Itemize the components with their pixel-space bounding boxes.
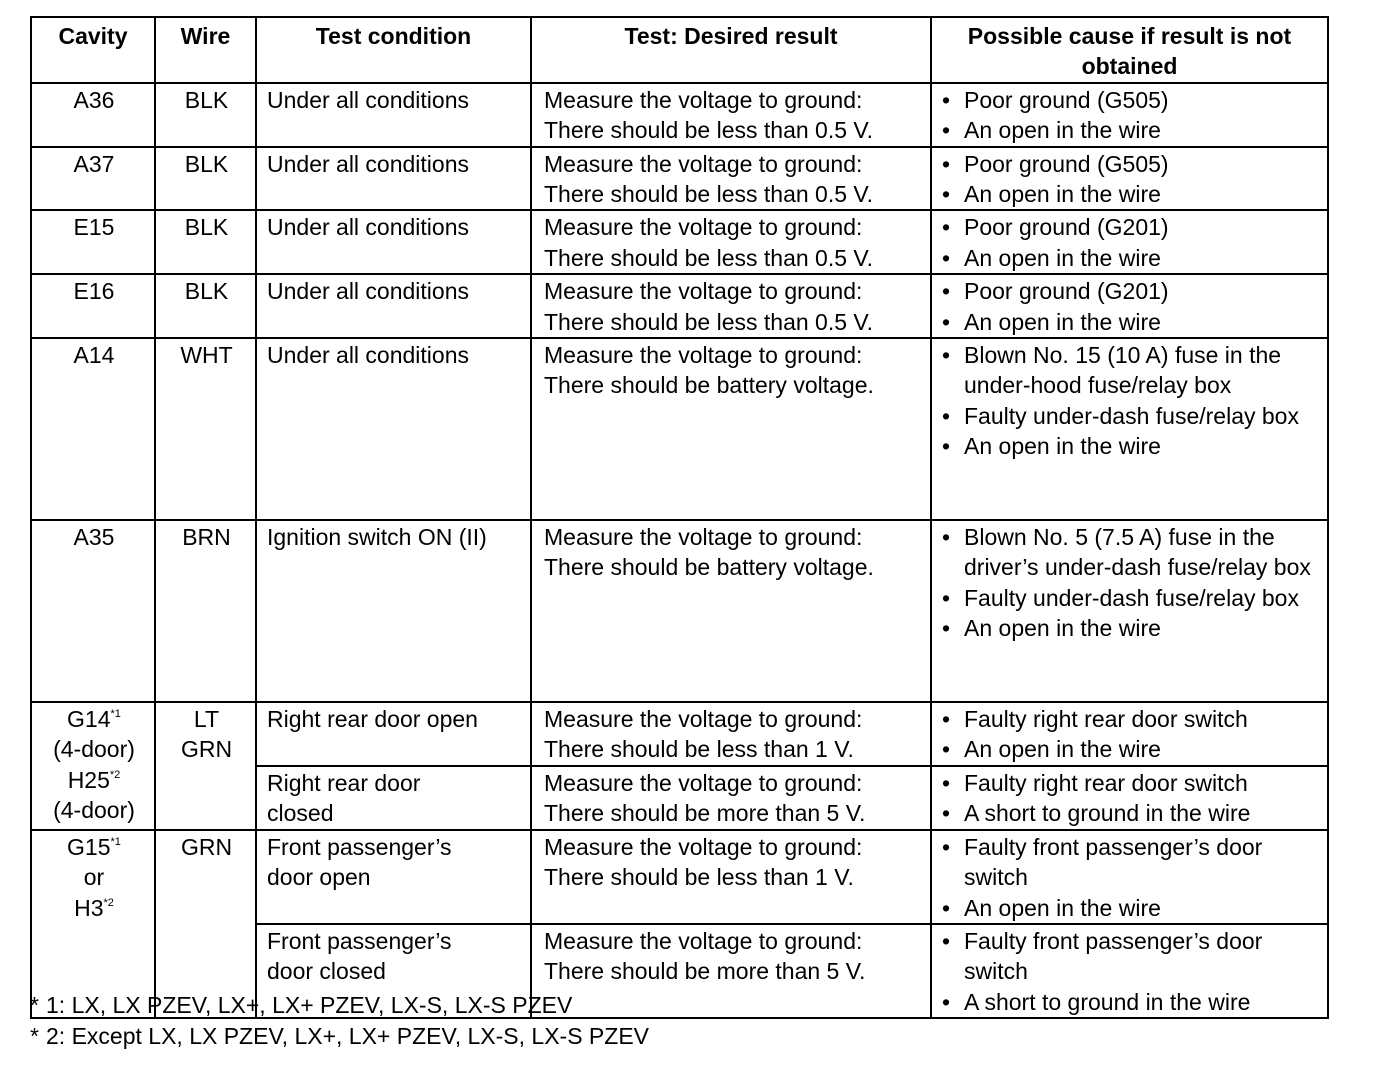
cause-item <box>940 832 1321 893</box>
cavity-cell <box>31 702 155 830</box>
condition-cell: Under all conditions <box>256 83 531 147</box>
cause-cell <box>931 210 1328 274</box>
cause-item <box>940 340 1321 401</box>
connector-test-table <box>30 16 1329 1019</box>
cause-item <box>940 307 1321 337</box>
result-line: There should be less than 0.5 V. <box>544 308 874 335</box>
cause-item <box>940 115 1321 145</box>
bullet-icon: • <box>942 769 951 796</box>
result-line: There should be battery voltage. <box>544 372 874 399</box>
condition-cell: Front passenger’s door closed <box>256 924 531 1018</box>
footnote-mark: *1 <box>110 708 121 721</box>
cavity-code: G14 <box>67 706 111 733</box>
bullet-icon: • <box>942 706 951 733</box>
footnote-mark: *2 <box>103 896 114 909</box>
result-line: There should be battery voltage. <box>544 554 874 581</box>
table-row <box>31 338 1328 520</box>
footnote-mark: *1 <box>110 835 121 848</box>
result-cell <box>531 147 931 211</box>
footnotes <box>30 990 649 1052</box>
cause-text: An open in the wire <box>964 894 1161 921</box>
cause-item <box>940 704 1321 734</box>
bullet-icon: • <box>942 894 951 921</box>
header-desired-result: Test: Desired result <box>531 17 931 83</box>
cavity-note: (4-door) <box>53 797 135 824</box>
cavity-code: G15 <box>67 833 111 860</box>
result-line: There should be more than 5 V. <box>544 958 866 985</box>
cavity-cell: A36 <box>31 83 155 147</box>
bullet-icon: • <box>942 244 951 271</box>
result-line: There should be more than 5 V. <box>544 800 866 827</box>
cause-text: An open in the wire <box>964 244 1161 271</box>
table-row <box>31 83 1328 147</box>
cause-item <box>940 149 1321 179</box>
cause-item <box>940 926 1321 987</box>
wire-line: LT <box>193 706 220 733</box>
cause-text: Faulty right rear door switch <box>964 706 1248 733</box>
bullet-icon: • <box>942 278 951 305</box>
result-line: Measure the voltage to ground: <box>544 150 863 177</box>
cause-text: An open in the wire <box>964 736 1161 763</box>
cause-text: Poor ground (G505) <box>964 86 1169 113</box>
asterisk-mark: * <box>30 1023 39 1049</box>
cause-text: A short to ground in the wire <box>964 800 1251 827</box>
table-row <box>31 520 1328 702</box>
condition-cell: Under all conditions <box>256 338 531 520</box>
cause-cell <box>931 520 1328 702</box>
wire-cell: GRN <box>155 830 256 1018</box>
cause-text: An open in the wire <box>964 615 1161 642</box>
result-cell <box>531 766 931 830</box>
bullet-icon: • <box>942 214 951 241</box>
cause-cell <box>931 338 1328 520</box>
cause-text: Blown No. 15 (10 A) fuse in the under-hood fuse/relay box <box>964 342 1282 399</box>
result-line: Measure the voltage to ground: <box>544 927 863 954</box>
cause-text: Poor ground (G505) <box>964 150 1169 177</box>
result-line: Measure the voltage to ground: <box>544 342 863 369</box>
cause-item <box>940 613 1321 643</box>
cause-item <box>940 583 1321 613</box>
header-row <box>31 17 1328 83</box>
cause-item <box>940 893 1321 923</box>
cavity-cell: A37 <box>31 147 155 211</box>
cavity-cell: E15 <box>31 210 155 274</box>
cause-item <box>940 85 1321 115</box>
bullet-icon: • <box>942 402 951 429</box>
table-row <box>31 830 1328 924</box>
bullet-icon: • <box>942 584 951 611</box>
cause-item <box>940 522 1321 583</box>
cause-cell <box>931 83 1328 147</box>
cavity-note: or <box>83 864 105 891</box>
cause-item <box>940 401 1321 431</box>
result-cell <box>531 520 931 702</box>
footnote <box>30 1021 649 1052</box>
result-cell <box>531 702 931 766</box>
table-row <box>31 702 1328 766</box>
table-row <box>31 147 1328 211</box>
cause-item <box>940 798 1321 828</box>
table-row <box>31 210 1328 274</box>
cause-text: Faulty front passenger’s door switch <box>964 833 1263 891</box>
result-line: There should be less than 0.5 V. <box>544 244 874 271</box>
cause-text: Faulty under-dash fuse/relay box <box>964 402 1299 429</box>
cause-text: An open in the wire <box>964 308 1161 335</box>
bullet-icon: • <box>942 736 951 763</box>
cause-text: Faulty front passenger’s door switch <box>964 927 1263 985</box>
cause-text: Poor ground (G201) <box>964 214 1169 241</box>
bullet-icon: • <box>942 181 951 208</box>
wire-cell: BRN <box>155 520 256 702</box>
cavity-cell: A35 <box>31 520 155 702</box>
header-possible-cause: Possible cause if result is not obtained <box>931 17 1328 83</box>
condition-cell: Right rear door open <box>256 702 531 766</box>
bullet-icon: • <box>942 86 951 113</box>
cause-item <box>940 276 1321 306</box>
cavity-code: H25 <box>67 766 110 793</box>
cause-item <box>940 734 1321 764</box>
result-line: There should be less than 0.5 V. <box>544 181 874 208</box>
result-line: Measure the voltage to ground: <box>544 706 863 733</box>
wire-cell: BLK <box>155 83 256 147</box>
cavity-code: H3 <box>74 894 104 921</box>
footnote-text: 1: LX, LX PZEV, LX+, LX+ PZEV, LX-S, LX-S PZEV <box>46 992 573 1018</box>
cause-text: An open in the wire <box>964 433 1161 460</box>
result-line: There should be less than 1 V. <box>544 736 854 763</box>
header-test-condition: Test condition <box>256 17 531 83</box>
condition-cell: Under all conditions <box>256 147 531 211</box>
result-line: Measure the voltage to ground: <box>544 833 863 860</box>
cause-item <box>940 179 1321 209</box>
cause-text: An open in the wire <box>964 181 1161 208</box>
cause-cell <box>931 766 1328 830</box>
result-line: There should be less than 1 V. <box>544 864 854 891</box>
bullet-icon: • <box>942 150 951 177</box>
result-line: There should be less than 0.5 V. <box>544 117 874 144</box>
result-line: Measure the voltage to ground: <box>544 214 863 241</box>
condition-cell: Ignition switch ON (II) <box>256 520 531 702</box>
bullet-icon: • <box>942 433 951 460</box>
cause-text: Faulty right rear door switch <box>964 769 1248 796</box>
cause-item <box>940 212 1321 242</box>
condition-cell: Front passenger’s door open <box>256 830 531 924</box>
result-line: Measure the voltage to ground: <box>544 278 863 305</box>
bullet-icon: • <box>942 308 951 335</box>
wire-cell: WHT <box>155 338 256 520</box>
wire-cell: BLK <box>155 274 256 338</box>
cavity-note: (4-door) <box>53 736 135 763</box>
result-line: Measure the voltage to ground: <box>544 769 863 796</box>
bullet-icon: • <box>942 117 951 144</box>
cause-cell <box>931 924 1328 1018</box>
cause-item <box>940 431 1321 461</box>
bullet-icon: • <box>942 342 951 369</box>
cavity-cell: A14 <box>31 338 155 520</box>
cavity-cell: E16 <box>31 274 155 338</box>
condition-cell: Right rear door closed <box>256 766 531 830</box>
wire-line: GRN <box>180 736 233 763</box>
cause-cell <box>931 830 1328 924</box>
condition-cell: Under all conditions <box>256 210 531 274</box>
table-row <box>31 274 1328 338</box>
result-cell <box>531 210 931 274</box>
bullet-icon: • <box>942 988 951 1015</box>
bullet-icon: • <box>942 800 951 827</box>
cause-text: Poor ground (G201) <box>964 278 1169 305</box>
result-cell <box>531 338 931 520</box>
cause-item <box>940 768 1321 798</box>
bullet-icon: • <box>942 833 951 860</box>
footnote-mark: *2 <box>109 768 121 781</box>
header-wire: Wire <box>155 17 256 83</box>
cause-text: A short to ground in the wire <box>964 988 1251 1015</box>
footnote <box>30 990 649 1021</box>
result-cell <box>531 274 931 338</box>
result-line: Measure the voltage to ground: <box>544 524 863 551</box>
cause-cell <box>931 702 1328 766</box>
bullet-icon: • <box>942 524 951 551</box>
bullet-icon: • <box>942 615 951 642</box>
footnote-text: 2: Except LX, LX PZEV, LX+, LX+ PZEV, LX-S, LX-S PZEV <box>46 1023 649 1049</box>
result-line: Measure the voltage to ground: <box>544 86 863 113</box>
cause-item <box>940 243 1321 273</box>
cause-text: Faulty under-dash fuse/relay box <box>964 584 1299 611</box>
wire-cell: BLK <box>155 210 256 274</box>
header-cavity: Cavity <box>31 17 155 83</box>
cause-text: Blown No. 5 (7.5 A) fuse in the driver’s under-dash fuse/relay box <box>964 524 1311 581</box>
condition-cell: Under all conditions <box>256 274 531 338</box>
cause-item <box>940 987 1321 1017</box>
wire-cell <box>155 702 256 830</box>
bullet-icon: • <box>942 927 951 954</box>
cause-cell <box>931 274 1328 338</box>
cause-text: An open in the wire <box>964 117 1161 144</box>
result-cell <box>531 830 931 924</box>
asterisk-mark: * <box>30 992 39 1018</box>
wire-cell: BLK <box>155 147 256 211</box>
result-cell <box>531 83 931 147</box>
cause-cell <box>931 147 1328 211</box>
